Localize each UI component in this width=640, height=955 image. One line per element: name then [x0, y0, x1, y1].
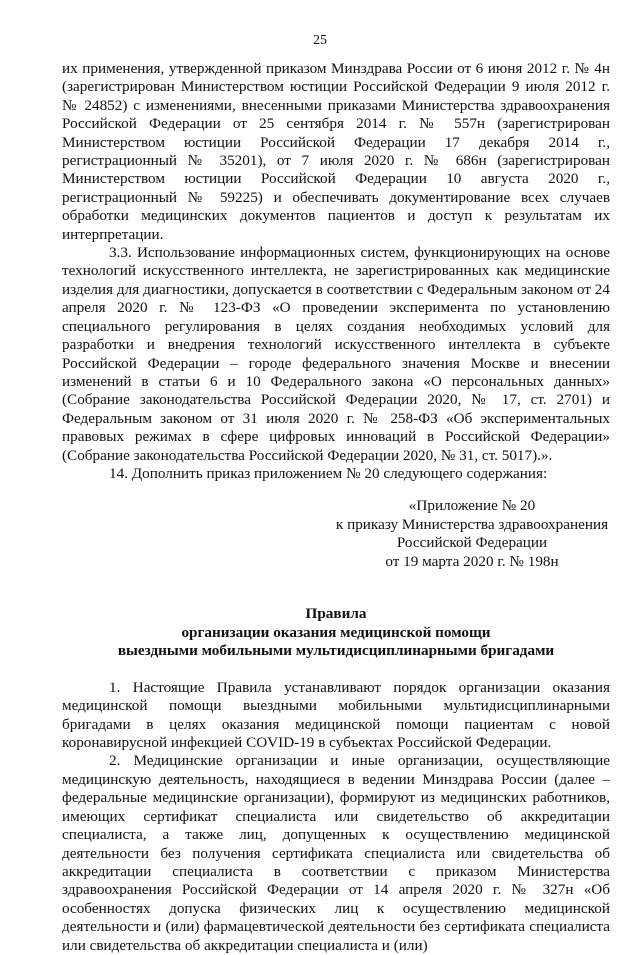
appendix-line-2: к приказу Министерства здравоохранения [335, 515, 609, 533]
paragraph-3-3: 3.3. Использование информационных систем, функционирующих на основе технологий искусственного интеллекта, не зарегистрированных как медицинские изделия для диагностики, допускается в соответствии с Федеральным законом от 24 апреля 2020 г. № 123-ФЗ «О проведении эксперимента по установлению специального регулирования в целях создания необходимых условий для разработки и внедрения технологий искусственного интеллекта в субъекте Российской Федерации – городе федерального значения Москве и внесении изменений в статьи 6 и 10 Федерального закона «О персональных данных» (Собрание законодательства Российской Федерации 2020, № 17, ст. 2701) и Федеральным законом от 31 июля 2020 г. № 258-ФЗ «Об экспериментальных правовых режимах в сфере цифровых инноваций в Российской Федерации» (Собрание законодательства Российской Федерации 2020, № 31, ст. 5017).». [62, 244, 610, 464]
rules-paragraph-1: 1. Настоящие Правила устанавливают порядок организации оказания медицинской помощи выездными мобильными мультидисциплинарными бригадами в целях оказания медицинской помощи пациентам с новой коронавирусной инфекцией COVID-19 в субъектах Российской Федерации. [62, 678, 610, 752]
paragraph-continuation: их применения, утвержденной приказом Минздрава России от 6 июня 2012 г. № 4н (зарегистрирован Министерством юстиции Российской Федерации 9 июля 2012 г. № 24852) с изменениями, внесенными приказами Министерства здравоохранения Российской Федерации от 25 сентября 2014 г. № 557н (зарегистрирован Министерством юстиции Российской Федерации 17 декабря 2014 г., регистрационный № 35201), от 7 июля 2020 г. № 686н (зарегистрирован Министерством юстиции Российской Федерации 10 августа 2020 г., регистрационный № 59225) и обеспечивать документирование всех случаев обработки медицинских документов пациентов и доступ к результатам их интерпретации. [62, 60, 610, 243]
rules-paragraph-2: 2. Медицинские организации и иные организации, осуществляющие медицинскую деятельность, находящиеся в ведении Минздрава России (далее – федеральные медицинские организации), формируют из медицинских работников, имеющих сертификат специалиста или свидетельство об аккредитации специалиста, а также лиц, допущенных к осуществлению медицинской деятельности без получения сертификата специалиста или свидетельства об аккредитации специалиста в соответствии с приказом Министерства здравоохранения Российской Федерации от 14 апреля 2020 г. № 327н «Об особенностях допуска физических лиц к осуществлению медицинской деятельности и (или) фармацевтической деятельности без сертификата специалиста или свидетельства об аккредитации специалиста и (или) [62, 752, 610, 954]
document-body [62, 60, 610, 955]
rules-title [62, 605, 610, 661]
appendix-header [62, 497, 610, 571]
page-number: 25 [313, 33, 327, 48]
appendix-line-1: «Приложение № 20 [408, 497, 536, 515]
rules-title-line-2: организации оказания медицинской помощи [181, 623, 491, 641]
paragraph-14: 14. Дополнить приказ приложением № 20 следующего содержания: [109, 464, 548, 482]
appendix-line-3: Российской Федерации [396, 534, 548, 552]
rules-title-line-1: Правила [305, 605, 367, 623]
rules-title-line-3: выездными мобильными мультидисциплинарными бригадами [117, 642, 555, 660]
appendix-line-4: от 19 марта 2020 г. № 198н [385, 552, 559, 570]
